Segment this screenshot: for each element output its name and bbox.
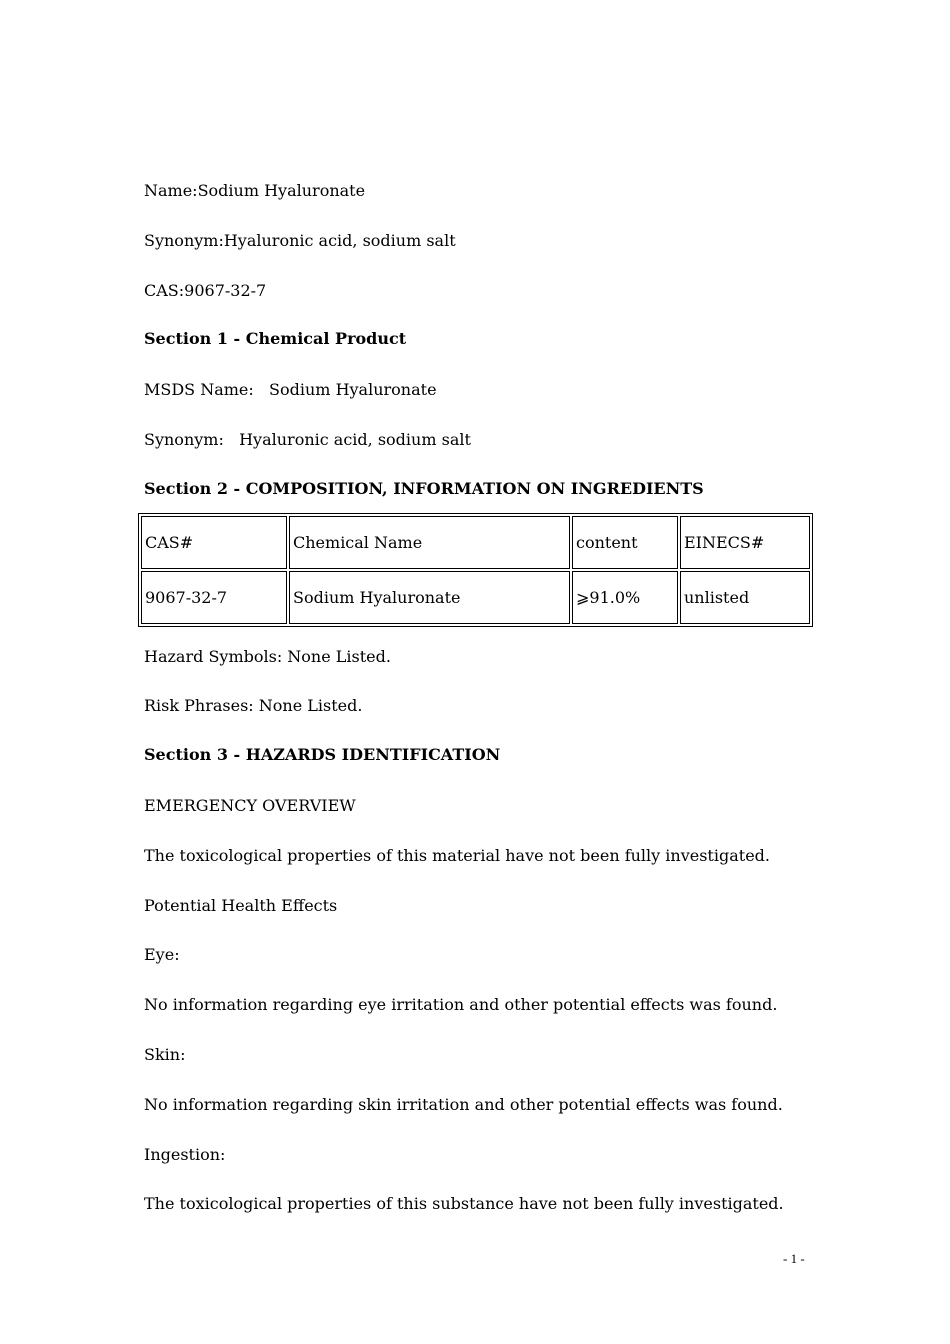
- skin-label: Skin:: [144, 1045, 186, 1064]
- page-number: - 1 -: [783, 1251, 805, 1266]
- emergency-overview-line: EMERGENCY OVERVIEW: [144, 796, 356, 815]
- table-header-cell: Chemical Name: [289, 516, 570, 569]
- ingestion-text: The toxicological properties of this substance have not been fully investigated.: [144, 1194, 784, 1213]
- table-row: [141, 571, 810, 624]
- table-header-cell: EINECS#: [680, 516, 810, 569]
- eye-text: No information regarding eye irritation and other potential effects was found.: [144, 995, 778, 1014]
- msds-name-line: MSDS Name: Sodium Hyaluronate: [144, 380, 437, 399]
- table-header-cell: content: [572, 516, 678, 569]
- cas-line: CAS:9067-32-7: [144, 281, 267, 300]
- name-line: Name:Sodium Hyaluronate: [144, 181, 366, 200]
- toxicological-note-line: The toxicological properties of this material have not been fully investigated.: [144, 846, 770, 865]
- skin-text: No information regarding skin irritation and other potential effects was found.: [144, 1095, 783, 1114]
- section-2-heading: Section 2 - COMPOSITION, INFORMATION ON INGREDIENTS: [144, 479, 704, 498]
- section-3-heading: Section 3 - HAZARDS IDENTIFICATION: [144, 745, 501, 764]
- synonym-line: Synonym:Hyaluronic acid, sodium salt: [144, 231, 456, 250]
- section-1-heading: Section 1 - Chemical Product: [144, 329, 407, 348]
- ingestion-label: Ingestion:: [144, 1145, 226, 1164]
- hazard-symbols-line: Hazard Symbols: None Listed.: [144, 647, 391, 666]
- potential-health-effects-line: Potential Health Effects: [144, 896, 338, 915]
- table-header-cell: CAS#: [141, 516, 287, 569]
- section-1-synonym-line: Synonym: Hyaluronic acid, sodium salt: [144, 430, 471, 449]
- composition-table: [138, 513, 813, 627]
- table-cell: Sodium Hyaluronate: [289, 571, 570, 624]
- eye-label: Eye:: [144, 945, 180, 964]
- table-cell: unlisted: [680, 571, 810, 624]
- risk-phrases-line: Risk Phrases: None Listed.: [144, 696, 363, 715]
- table-header-row: [141, 516, 810, 569]
- table-cell: 9067-32-7: [141, 571, 287, 624]
- table-cell: ⩾91.0%: [572, 571, 678, 624]
